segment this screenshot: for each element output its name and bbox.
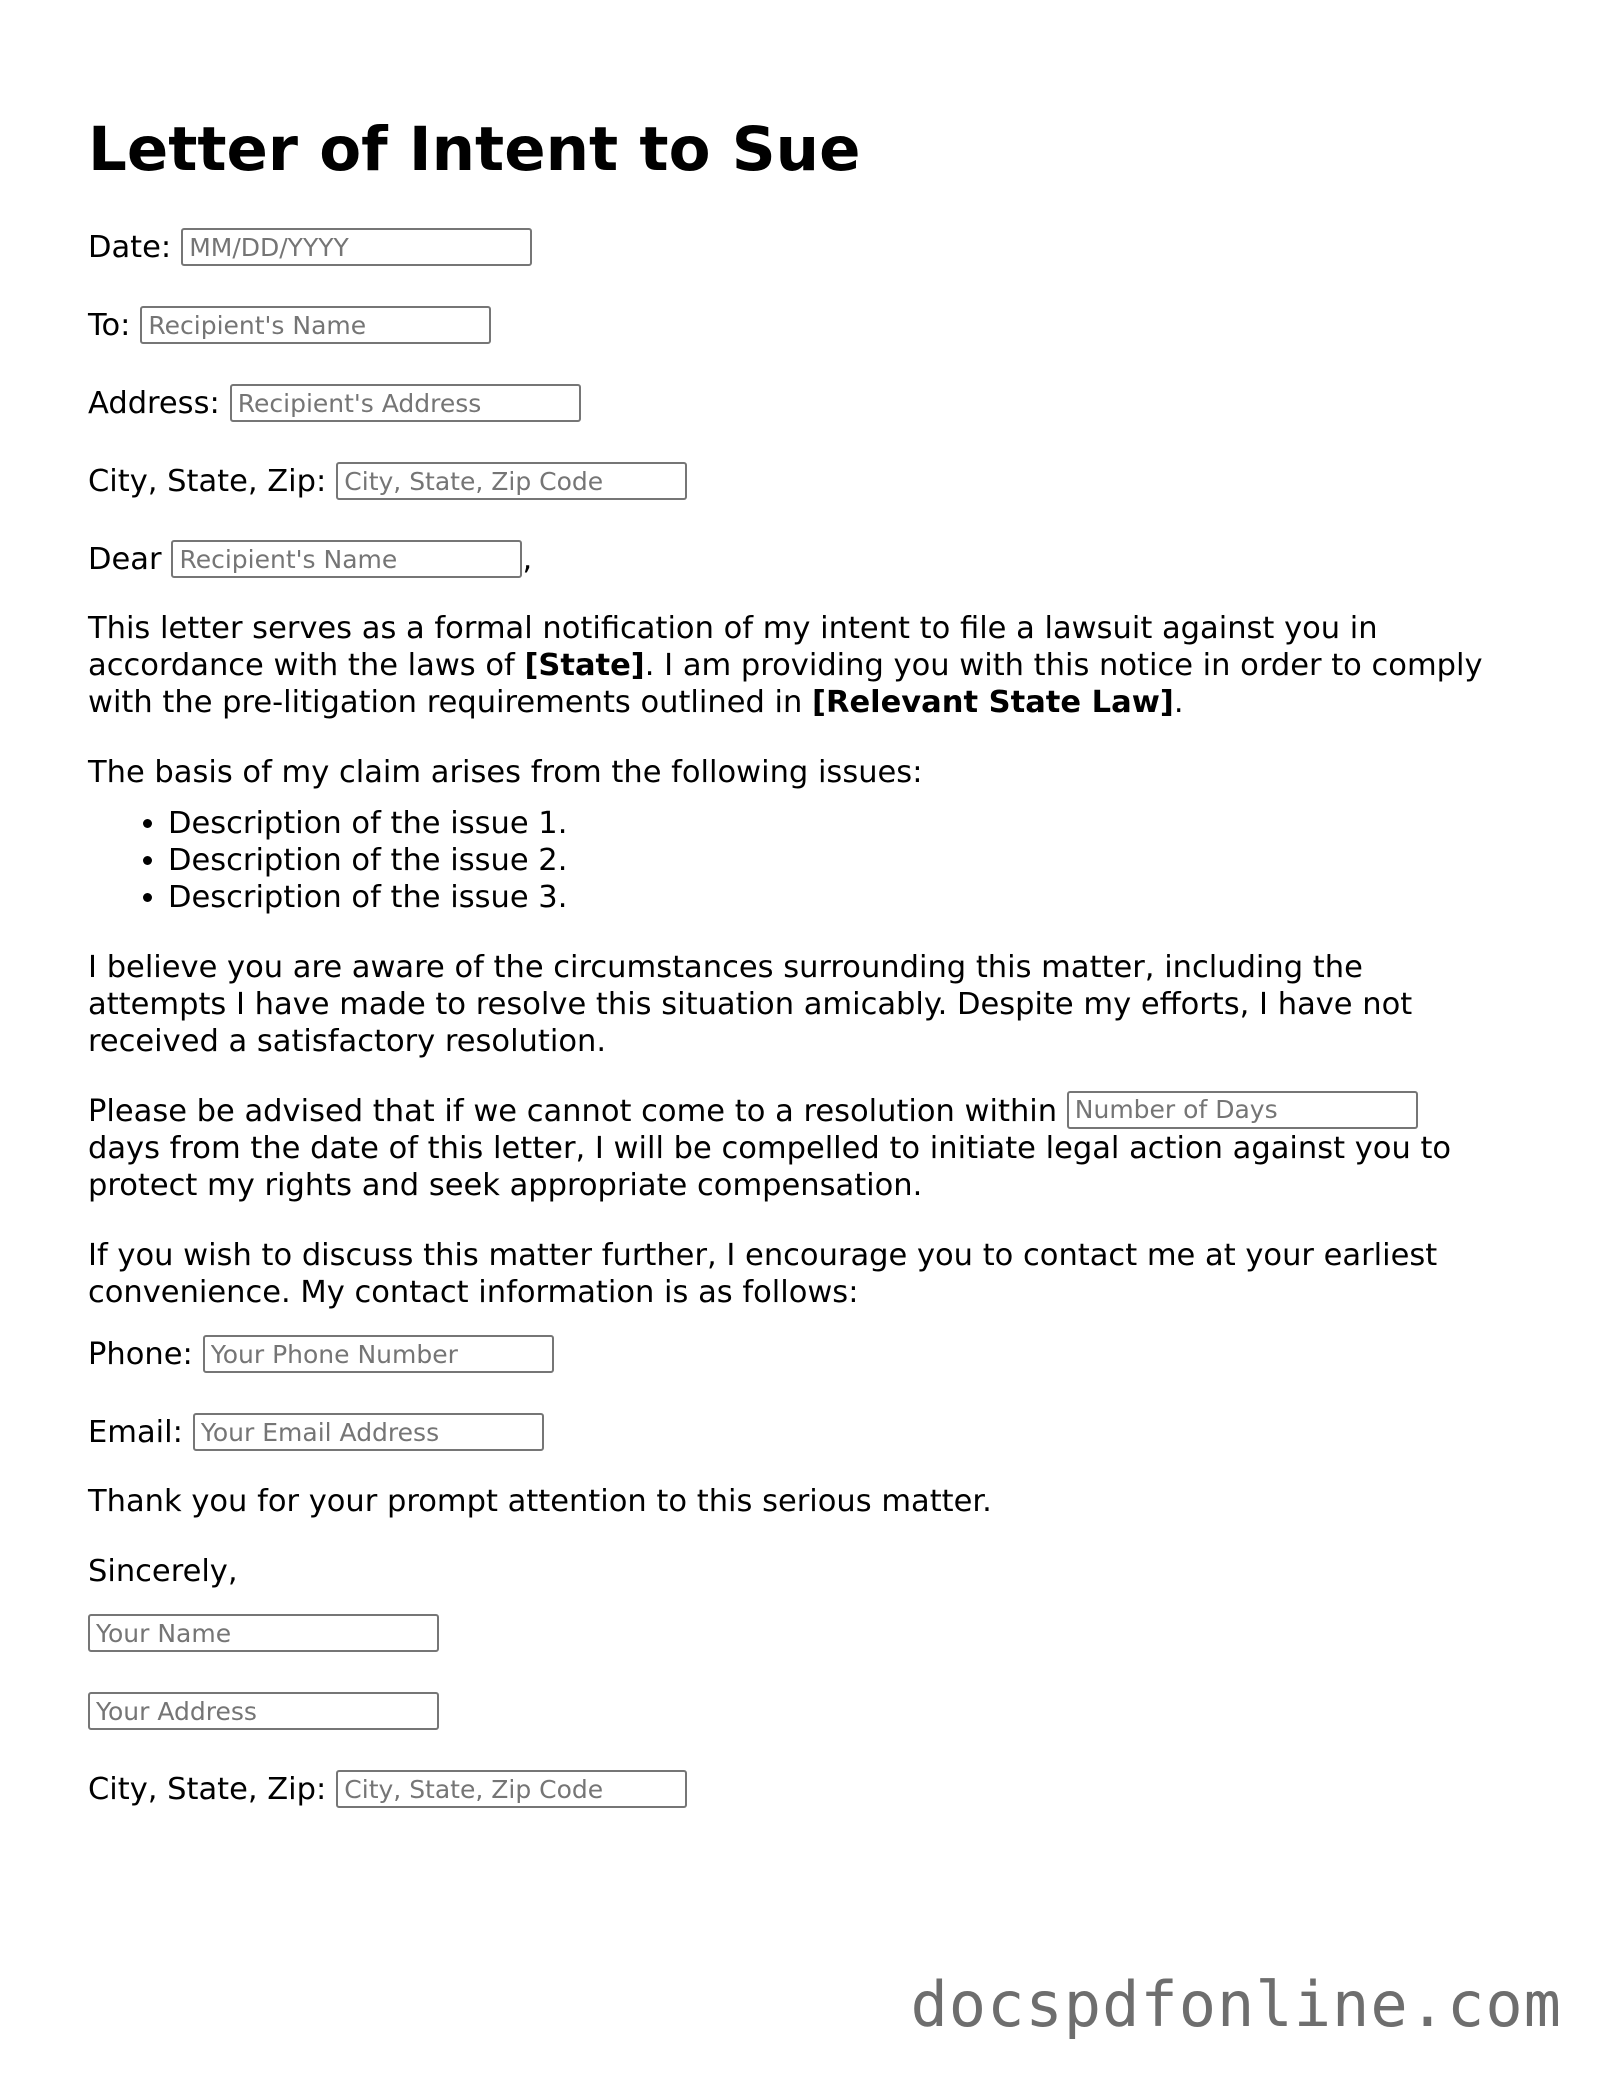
signature-name-row — [88, 1612, 1508, 1654]
address-label: Address: — [88, 385, 220, 421]
issues-list — [88, 805, 1508, 916]
date-row — [88, 226, 1508, 268]
to-label: To: — [88, 307, 131, 343]
contact-paragraph: If you wish to discuss this matter further, I encourage you to contact me at your earliest convenience. My contact information is as follows: — [88, 1238, 1438, 1310]
your-address-input[interactable] — [88, 1692, 439, 1730]
to-row — [88, 304, 1508, 346]
dear-row — [88, 538, 1508, 580]
deadline-text-before: Please be advised that if we cannot come to a resolution within — [88, 1094, 1058, 1129]
list-item: • Description of the issue 3. — [168, 879, 1508, 916]
phone-label: Phone: — [88, 1336, 193, 1372]
awareness-paragraph: I believe you are aware of the circumstances surrounding this matter, including the attempts I have made to resolve this situation amicably. Despite my efforts, I have not received a satisfactory resolution. — [88, 950, 1413, 1059]
deadline-paragraph — [88, 1093, 1508, 1204]
thanks-text: Thank you for your prompt attention to this serious matter. — [88, 1484, 992, 1519]
date-input[interactable] — [181, 228, 532, 266]
signature-city-label: City, State, Zip: — [88, 1771, 327, 1807]
deadline-text-after: days from the date of this letter, I will be compelled to initiate legal action against you to protect my rights and seek appropriate compensation. — [88, 1131, 1452, 1203]
email-row — [88, 1411, 1508, 1453]
list-item: • Description of the issue 1. — [168, 805, 1508, 842]
recipient-name-input[interactable] — [140, 306, 491, 344]
address-row — [88, 382, 1508, 424]
signature-city-row — [88, 1768, 1508, 1810]
intent-paragraph — [88, 610, 1508, 721]
your-name-input[interactable] — [88, 1614, 439, 1652]
city-state-zip-label: City, State, Zip: — [88, 463, 327, 499]
closing-text: Sincerely, — [88, 1554, 238, 1589]
dear-recipient-input[interactable] — [171, 540, 522, 578]
signature-address-row — [88, 1690, 1508, 1732]
issues-intro: The basis of my claim arises from the following issues: — [88, 755, 923, 790]
email-input[interactable] — [193, 1413, 544, 1451]
state-law-placeholder: [Relevant State Law] — [812, 685, 1174, 720]
list-item: • Description of the issue 2. — [168, 842, 1508, 879]
date-label: Date: — [88, 229, 172, 265]
recipient-address-input[interactable] — [230, 384, 581, 422]
city-state-zip-row — [88, 460, 1508, 502]
state-placeholder: [State] — [524, 648, 645, 683]
page-title: Letter of Intent to Sue — [88, 114, 861, 185]
number-of-days-input[interactable] — [1067, 1091, 1418, 1129]
phone-input[interactable] — [203, 1335, 554, 1373]
your-city-state-zip-input[interactable] — [336, 1770, 687, 1808]
dear-label: Dear — [88, 541, 162, 577]
recipient-city-state-zip-input[interactable] — [336, 462, 687, 500]
intent-text-1: This letter serves as a formal notification of my intent to file a lawsuit against you in accordance with the laws of — [88, 611, 1378, 683]
intent-text-2: . I am providing you with this notice in order to comply with the pre-litigation requirements outlined in — [88, 648, 1483, 720]
intent-text-3: . — [1173, 685, 1184, 720]
phone-row — [88, 1333, 1508, 1375]
dear-comma: , — [522, 541, 533, 577]
email-label: Email: — [88, 1414, 183, 1450]
watermark: docspdfonline.com — [910, 1968, 1562, 2041]
letter-content — [88, 226, 1508, 1846]
